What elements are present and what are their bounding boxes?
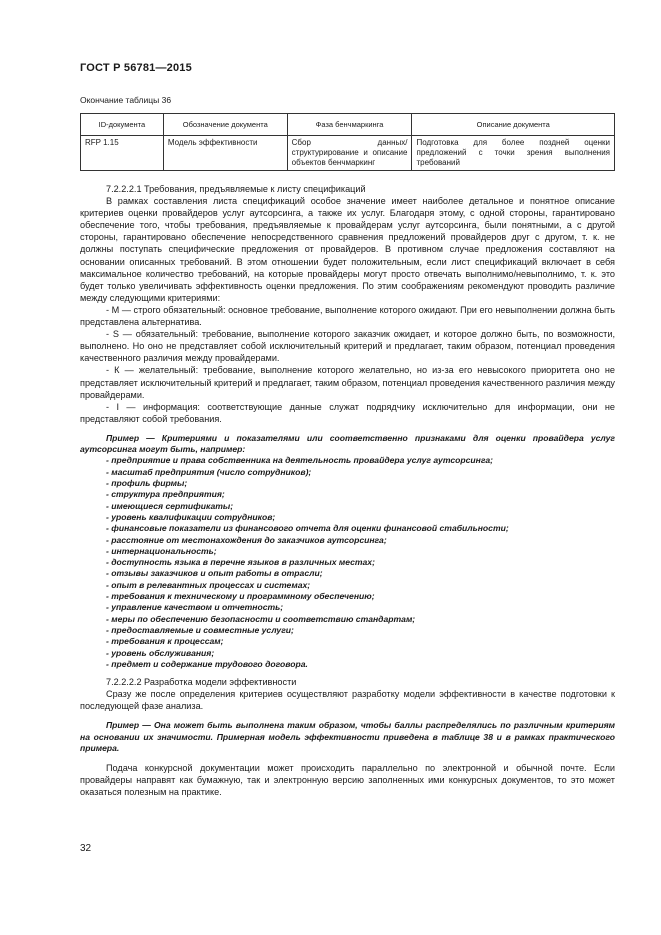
list-item: - управление качеством и отчетность;: [106, 602, 284, 613]
table-row: [81, 136, 615, 171]
criterion-m: - М — строго обязательный: основное требование, выполнение которого ожидают. При его невыполнении должна быть представлена альтернатива.: [80, 304, 615, 328]
list-item: - доступность языка в перечне языков в различных местах;: [106, 557, 375, 568]
list-item: - предмет и содержание трудового договора.: [106, 658, 308, 669]
criterion-s: - S — обязательный: требование, выполнение которого заказчик ожидает, и которое должно быть, по возможности, выполнено. Но оно не представляет собой исключительный критерий и предлагает, таким образом, потенциал проведения качественного различия между провайдерами.: [80, 329, 615, 364]
list-item: - финансовые показатели из финансового отчета для оценки финансовой стабильности;: [106, 523, 509, 534]
list-item: - требования к техническому и программному обеспечению;: [106, 591, 375, 602]
list-item: - интернациональность;: [106, 545, 217, 556]
column-header: Описание документа: [412, 114, 615, 136]
document-table: [80, 113, 615, 171]
paragraph: В рамках составления листа спецификаций особое значение имеет наиболее детальное и понятное описание критериев оценки провайдеров услуг аутсорсинга, а также их услуг. Благодаря этому, с одной стороны, гарантировано обеспечение того, чтобы требования, предъявляемые к провайдерам услуг аутсорсинга, были понятными, а с другой стороны, гарантировано обеспечение непосредственного сравнения предложений провайдеров друг с другом, т. к. не должны поступать специфические предложения от провайдеров. В противном случае предложения составляют на основании описанных требований. В этом отношении будет положительным, если лист спецификаций включает в себя максимальное количество требований, на которые провайдеры могут просто отвечать выполнимо/невыполнимо, т. к. это будет только увеличивать эффективность оценки предложения. По этим соображениям рекомендуют проводить различие между следующими критериями:: [80, 196, 615, 303]
table-cell: Сбор данных/структурирование и описание объектов бенчмаркинг: [287, 136, 412, 171]
table-cell: Модель эффективности: [163, 136, 287, 171]
list-item: - требования к процессам;: [106, 636, 224, 647]
paragraph: Сразу же после определения критериев осуществляют разработку модели эффективности в качестве подготовки к последующей фазе анализа.: [80, 689, 615, 712]
body-text: [80, 183, 615, 799]
criterion-k: - К — желательный: требование, выполнение которого желательно, но из-за его невысокого приоритета оно не представляет исключительный критерий и предлагает, таким образом, потенциал проведения качественного различия между провайдерами.: [80, 365, 615, 400]
list-item: - предоставляемые и совместные услуги;: [106, 624, 294, 635]
section-heading: 7.2.2.2.2 Разработка модели эффективности: [106, 677, 297, 688]
column-header: Фаза бенчмаркинга: [287, 114, 412, 136]
column-header: ID-документа: [81, 114, 164, 136]
list-item: - уровень обслуживания;: [106, 647, 215, 658]
paragraph: Подача конкурсной документации может происходить параллельно по электронной и обычной почте. Если провайдеры направят как бумажную, так и электронную версию заполненных ими конкурсных документов, то это может оказаться полезным на практике.: [80, 763, 615, 798]
list-item: - меры по обеспечению безопасности и соответствию стандартам;: [106, 613, 416, 624]
list-item: - структура предприятия;: [106, 489, 225, 500]
criterion-i: - I — информация: соответствующие данные служат подрядчику исключительно для информации, они не представляют собой требования.: [80, 401, 615, 424]
table-caption: Окончание таблицы 36: [80, 95, 172, 105]
table-cell: Подготовка для более поздней оценки предложений с точки зрения выполнения требований: [412, 136, 615, 171]
list-item: - опыт в релевантных процессах и системах;: [106, 579, 311, 590]
list-item: - уровень квалификации сотрудников;: [106, 511, 276, 522]
example-text: Пример — Она может быть выполнена таким образом, чтобы баллы распределялись по различным критериям на основании их значимости. Примерная модель эффективности приведена в таблице 38 и в рамках практического примера.: [80, 720, 615, 753]
table-cell: RFP 1.15: [81, 136, 164, 171]
list-item: - масштаб предприятия (число сотрудников);: [106, 466, 312, 477]
list-item: - профиль фирмы;: [106, 478, 188, 489]
standard-header: ГОСТ Р 56781—2015: [80, 62, 192, 74]
list-item: - расстояние от местонахождения до заказчиков аутсорсинга;: [106, 534, 387, 545]
example-intro: Пример — Критериями и показателями или соответственно признаками для оценки провайдера услуг аутсорсинга могут быть, например:: [80, 432, 615, 455]
column-header: Обозначение документа: [163, 114, 287, 136]
list-item: - имеющиеся сертификаты;: [106, 500, 234, 511]
list-item: - предприятие и права собственника на деятельность провайдера услуг аутсорсинга;: [106, 455, 493, 466]
table-header-row: [81, 114, 615, 136]
list-item: - отзывы заказчиков и опыт работы в отрасли;: [106, 568, 323, 579]
page-number: 32: [80, 843, 92, 854]
section-heading: 7.2.2.2.1 Требования, предъявляемые к листу спецификаций: [106, 184, 366, 194]
